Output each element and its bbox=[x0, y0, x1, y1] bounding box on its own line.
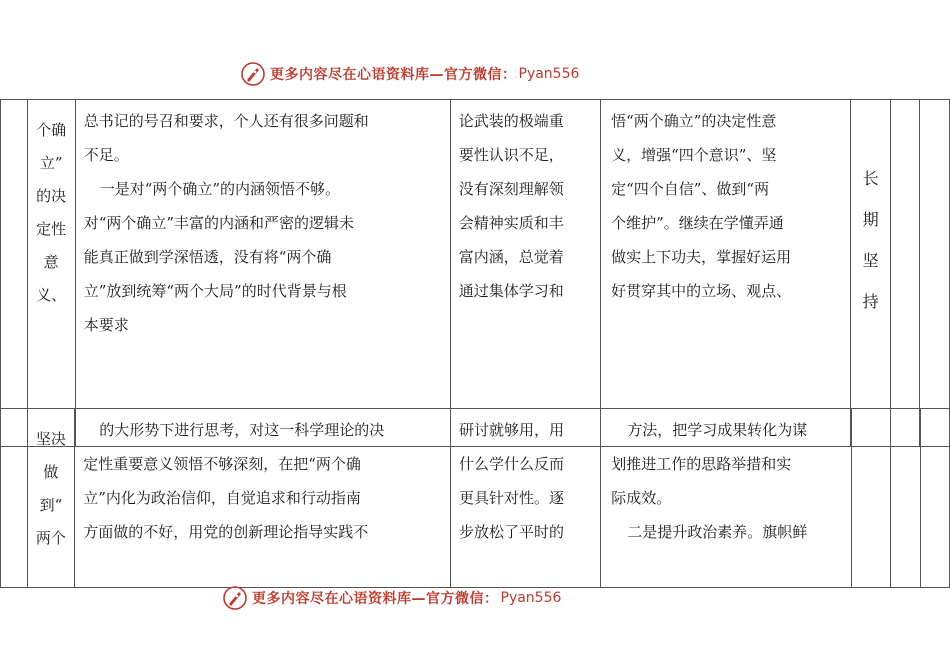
table-cell-empty bbox=[891, 100, 920, 447]
pen-nib-circle-icon bbox=[222, 585, 248, 611]
table-cell-index bbox=[1, 100, 28, 447]
cell-line: 能真正做到学深悟透，没有将“两个确 bbox=[83, 248, 332, 266]
cell-line: 坚 bbox=[862, 251, 879, 270]
banner-handle: Pyan556 bbox=[518, 66, 580, 82]
watermark-banner-bottom bbox=[0, 584, 950, 612]
cell-line: 对“两个确立”丰富的内涵和严密的逻辑未 bbox=[83, 214, 355, 232]
cell-line: 两个 bbox=[35, 529, 66, 547]
cell-line: 富内涵，总觉着 bbox=[458, 248, 564, 266]
cell-line: 通过集体学习和 bbox=[458, 282, 564, 300]
cell-line: 立”放到统筹“两个大局”的时代背景与根 bbox=[83, 282, 347, 300]
cell-line: 义，增强“四个意识”、坚 bbox=[611, 146, 777, 164]
rectification-table-top bbox=[0, 99, 950, 447]
cell-line: 悟“两个确立”的决定性意 bbox=[611, 112, 777, 130]
cell-line: 总书记的号召和要求，个人还有很多问题和 bbox=[83, 112, 369, 130]
table-cell-problem bbox=[75, 409, 451, 588]
cell-line: 个维护”。继续在学懂弄通 bbox=[611, 214, 784, 232]
table-cell-measure bbox=[601, 409, 852, 588]
banner-text: 更多内容尽在心语资料库—官方微信： bbox=[270, 67, 517, 83]
cell-line: 做实上下功夫，掌握好运用 bbox=[611, 248, 792, 266]
cell-line: 定性 bbox=[36, 220, 67, 238]
table-cell-problem bbox=[75, 100, 450, 447]
cell-line: 二是提升政治素养。旗帜鲜 bbox=[627, 523, 808, 541]
table-cell-item bbox=[27, 409, 75, 588]
cell-line: 没有深刻理解领 bbox=[458, 180, 564, 198]
rectification-table-bottom bbox=[0, 408, 950, 588]
table-cell-cause bbox=[450, 100, 600, 447]
table-cell-empty bbox=[920, 409, 949, 588]
table-cell-timeframe bbox=[852, 409, 891, 588]
cell-line: 做 bbox=[43, 463, 59, 481]
cell-line: 立”内化为政治信仰，自觉追求和行动指南 bbox=[83, 489, 361, 507]
cell-line: 定性重要意义领悟不够深刻，在把“两个确 bbox=[83, 455, 361, 473]
cell-line: 步放松了平时的 bbox=[458, 523, 564, 541]
table-cell-empty bbox=[891, 409, 920, 588]
cell-line: 划推进工作的思路举措和实 bbox=[611, 455, 792, 473]
cell-line: 一是对“两个确立”的内涵领悟不够。 bbox=[99, 180, 341, 198]
cell-line: 个确 bbox=[36, 121, 67, 139]
cell-line: 期 bbox=[862, 210, 879, 229]
cell-line: 义、 bbox=[36, 286, 67, 304]
cell-line: 方法，把学习成果转化为谋 bbox=[627, 421, 808, 439]
cell-line: 定“四个自信”、做到“两 bbox=[611, 180, 770, 198]
cell-line: 本要求 bbox=[83, 316, 129, 334]
table-cell-item bbox=[27, 100, 75, 447]
table-cell-cause bbox=[450, 409, 600, 588]
cell-line: 长 bbox=[862, 169, 879, 188]
cell-line: 立” bbox=[39, 154, 63, 172]
cell-line: 要性认识不足， bbox=[458, 146, 564, 164]
cell-line: 研讨就够用，用 bbox=[458, 421, 564, 439]
cell-line: 的决 bbox=[36, 187, 67, 205]
cell-line: 际成效。 bbox=[611, 489, 672, 507]
table-row bbox=[1, 100, 950, 447]
cell-line: 到“ bbox=[39, 496, 63, 514]
banner-text: 更多内容尽在心语资料库—官方微信： bbox=[252, 591, 499, 607]
table-row bbox=[1, 409, 950, 588]
banner-handle: Pyan556 bbox=[500, 590, 562, 606]
cell-line: 什么学什么反而 bbox=[458, 455, 564, 473]
cell-line: 会精神实质和丰 bbox=[458, 214, 564, 232]
pen-nib-circle-icon bbox=[240, 61, 266, 87]
cell-line: 持 bbox=[862, 292, 879, 311]
cell-line: 论武装的极端重 bbox=[458, 112, 564, 130]
cell-line: 不足。 bbox=[83, 146, 129, 164]
table-cell-measure bbox=[601, 100, 851, 447]
table-cell-index bbox=[1, 409, 28, 588]
table-cell-timeframe bbox=[851, 100, 891, 447]
cell-line: 意 bbox=[43, 253, 59, 271]
cell-line: 更具针对性。逐 bbox=[458, 489, 564, 507]
cell-line: 坚决 bbox=[35, 430, 66, 448]
table-cell-empty bbox=[920, 100, 950, 447]
cell-line: 方面做的不好，用党的创新理论指导实践不 bbox=[83, 523, 369, 541]
cell-line: 的大形势下进行思考，对这一科学理论的决 bbox=[99, 421, 385, 439]
watermark-banner-top bbox=[0, 60, 950, 88]
cell-line: 好贯穿其中的立场、观点、 bbox=[611, 282, 792, 300]
